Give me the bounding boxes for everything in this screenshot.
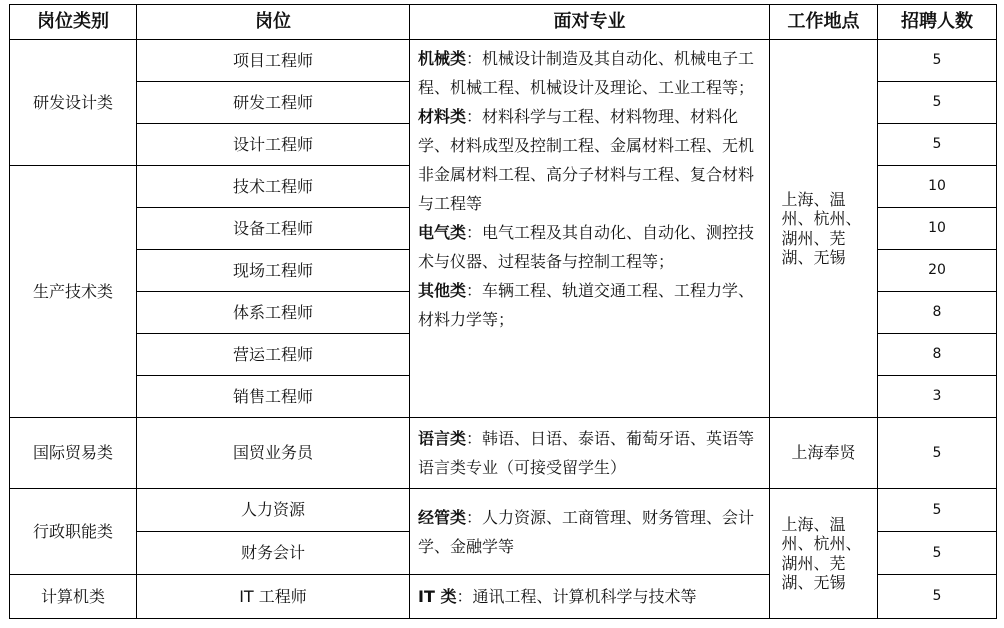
- position-cell: 现场工程师: [137, 250, 410, 292]
- position-cell: 国贸业务员: [137, 418, 410, 489]
- category-cell: 研发设计类: [10, 40, 137, 166]
- location-cell: 上海奉贤: [770, 418, 878, 489]
- count-cell: 5: [878, 82, 997, 124]
- count-cell: 3: [878, 376, 997, 418]
- major-category-label: IT 类: [418, 587, 457, 606]
- header-location: 工作地点: [770, 5, 878, 40]
- position-cell: 设备工程师: [137, 208, 410, 250]
- count-cell: 5: [878, 532, 997, 575]
- location-cell: [770, 40, 878, 418]
- count-cell: 5: [878, 418, 997, 489]
- major-cell-econ: [410, 489, 770, 575]
- major-text: ：车辆工程、轨道交通工程、工程力学、材料力学等；: [418, 281, 755, 329]
- major-text: ：机械设计制造及其自动化、机械电子工程、机械工程、机械设计及理论、工业工程等；: [418, 49, 755, 97]
- count-cell: 5: [878, 124, 997, 166]
- table-row: [10, 40, 997, 82]
- count-cell: 5: [878, 40, 997, 82]
- table-row: [10, 489, 997, 532]
- recruitment-table: [9, 4, 997, 619]
- major-text: ：韩语、日语、泰语、葡萄牙语、英语等语言类专业（可接受留学生）: [418, 429, 755, 477]
- major-text: ：电气工程及其自动化、自动化、测控技术与仪器、过程装备与控制工程等；: [418, 223, 755, 271]
- position-cell: 项目工程师: [137, 40, 410, 82]
- header-count: 招聘人数: [878, 5, 997, 40]
- category-cell: 国际贸易类: [10, 418, 137, 489]
- major-cell-engineering: [410, 40, 770, 418]
- position-cell: 体系工程师: [137, 292, 410, 334]
- major-category-label: 其他类: [418, 281, 467, 300]
- position-cell: 研发工程师: [137, 82, 410, 124]
- major-category-label: 材料类: [418, 107, 467, 126]
- table-row: [10, 418, 997, 489]
- location-text: 上海、温州、杭州、湖州、芜湖、无锡: [781, 515, 862, 592]
- category-cell: 生产技术类: [10, 166, 137, 418]
- position-cell: IT 工程师: [137, 575, 410, 619]
- header-position: 岗位: [137, 5, 410, 40]
- header-major: 面对专业: [410, 5, 770, 40]
- count-cell: 10: [878, 166, 997, 208]
- major-cell-language: [410, 418, 770, 489]
- position-cell: 营运工程师: [137, 334, 410, 376]
- header-row: [10, 5, 997, 40]
- count-cell: 20: [878, 250, 997, 292]
- position-cell: 人力资源: [137, 489, 410, 532]
- major-text: ：通讯工程、计算机科学与技术等: [456, 587, 697, 606]
- count-cell: 5: [878, 575, 997, 619]
- position-cell: 财务会计: [137, 532, 410, 575]
- count-cell: 5: [878, 489, 997, 532]
- major-text: ：材料科学与工程、材料物理、材料化学、材料成型及控制工程、金属材料工程、无机非金属材料工程、高分子材料与工程、复合材料与工程等: [418, 107, 755, 213]
- major-category-label: 语言类: [418, 429, 467, 448]
- category-cell: 行政职能类: [10, 489, 137, 575]
- position-cell: 销售工程师: [137, 376, 410, 418]
- major-category-label: 电气类: [418, 223, 467, 242]
- count-cell: 8: [878, 292, 997, 334]
- header-category: 岗位类别: [10, 5, 137, 40]
- major-text: ：人力资源、工商管理、财务管理、会计学、金融学等: [418, 507, 755, 556]
- count-cell: 10: [878, 208, 997, 250]
- count-cell: 8: [878, 334, 997, 376]
- major-category-label: 机械类: [418, 49, 467, 68]
- major-cell-it: [410, 575, 770, 619]
- location-text: 上海、温州、杭州、湖州、芜湖、无锡: [781, 190, 862, 267]
- location-cell: [770, 489, 878, 619]
- position-cell: 设计工程师: [137, 124, 410, 166]
- position-cell: 技术工程师: [137, 166, 410, 208]
- major-category-label: 经管类: [418, 507, 467, 527]
- category-cell: 计算机类: [10, 575, 137, 619]
